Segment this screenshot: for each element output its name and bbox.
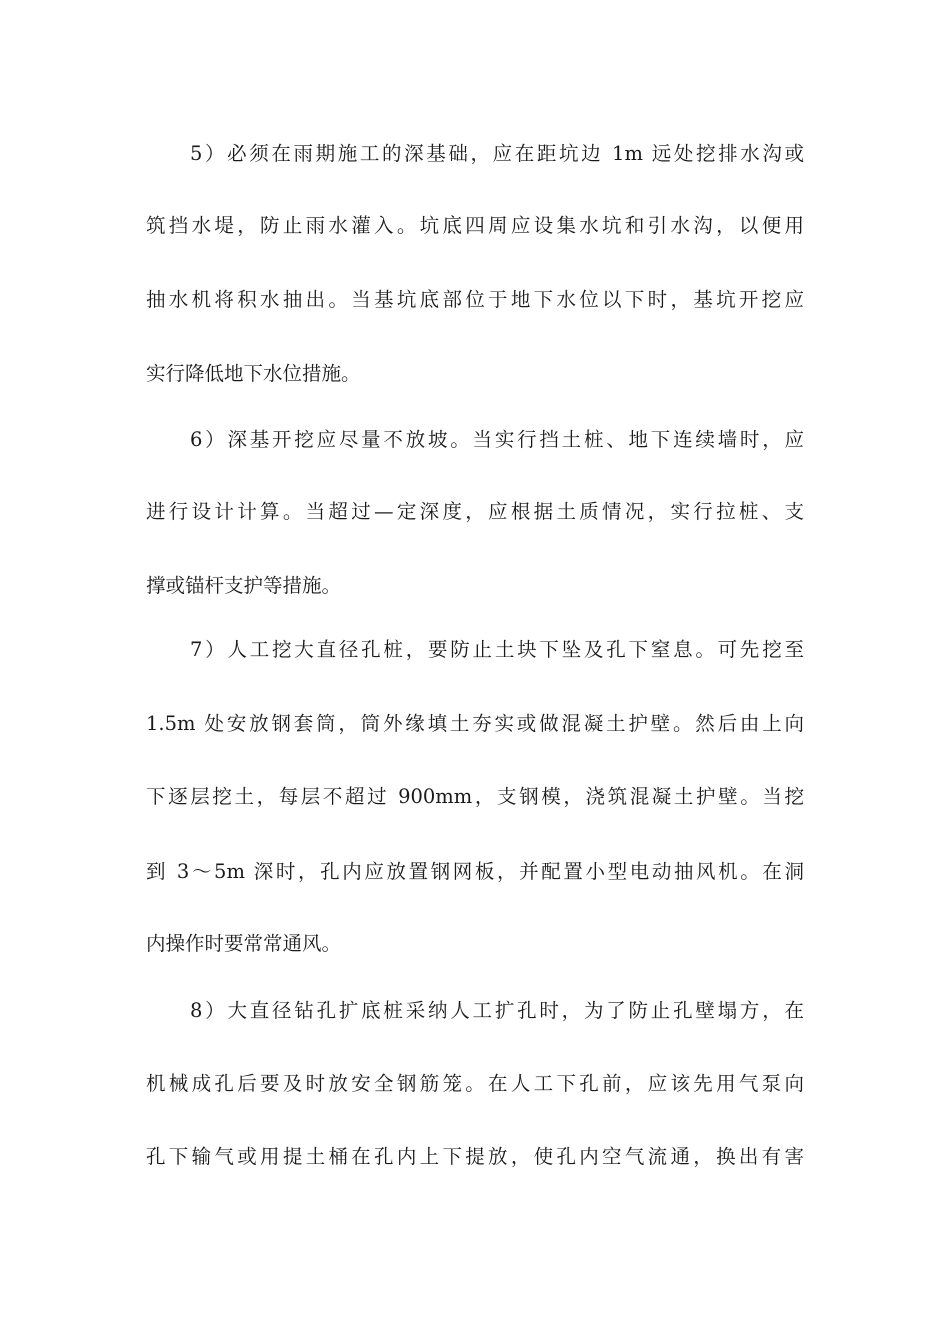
text-line: 下逐层挖土，每层不超过 900mm，支钢模，浇筑混凝土护壁。当挖 [146, 785, 804, 808]
paragraph-8-cont [0, 1137, 950, 1177]
text-line: 5）必须在雨期施工的深基础，应在距坑边 1m 远处挖排水沟或 [190, 142, 804, 165]
paragraph-7-cont [0, 704, 950, 744]
paragraph-5 [0, 134, 950, 174]
paragraph-5-cont [0, 206, 950, 246]
paragraph-6 [0, 420, 950, 460]
text-line: 抽水机将积水抽出。当基坑底部位于地下水位以下时，基坑开挖应 [146, 288, 804, 311]
text-line: 进行设计计算。当超过—定深度，应根据土质情况，实行拉桩、支 [146, 500, 804, 523]
text-line: 6）深基开挖应尽量不放坡。当实行挡土桩、地下连续墙时，应 [190, 428, 804, 451]
paragraph-7-cont [0, 852, 950, 892]
text-line: 实行降低地下水位措施。 [146, 362, 361, 385]
paragraph-5-end [0, 354, 950, 394]
text-line: 8）大直径钻孔扩底桩采纳人工扩孔时，为了防止孔壁塌方，在 [190, 999, 804, 1022]
text-line: 孔下输气或用提土桶在孔内上下提放，使孔内空气流通，换出有害 [146, 1145, 804, 1168]
text-line: 内操作时要常常通风。 [146, 932, 342, 955]
text-line: 撑或锚杆支护等措施。 [146, 574, 342, 597]
paragraph-7-cont [0, 777, 950, 817]
paragraph-6-end [0, 566, 950, 606]
paragraph-5-cont [0, 280, 950, 320]
paragraph-8 [0, 991, 950, 1031]
text-line: 机械成孔后要及时放安全钢筋笼。在人工下孔前，应该先用气泵向 [146, 1072, 804, 1095]
text-line: 筑挡水堤，防止雨水灌入。坑底四周应设集水坑和引水沟，以便用 [146, 214, 804, 237]
paragraph-7 [0, 630, 950, 670]
paragraph-8-cont [0, 1064, 950, 1104]
paragraph-7-end [0, 924, 950, 964]
text-line: 7）人工挖大直径孔桩，要防止土块下坠及孔下窒息。可先挖至 [190, 638, 804, 661]
text-line: 到 3～5m 深时，孔内应放置钢网板，并配置小型电动抽风机。在洞 [146, 860, 804, 883]
text-line: 1.5m 处安放钢套筒，筒外缘填土夯实或做混凝土护壁。然后由上向 [146, 712, 804, 735]
paragraph-6-cont [0, 492, 950, 532]
